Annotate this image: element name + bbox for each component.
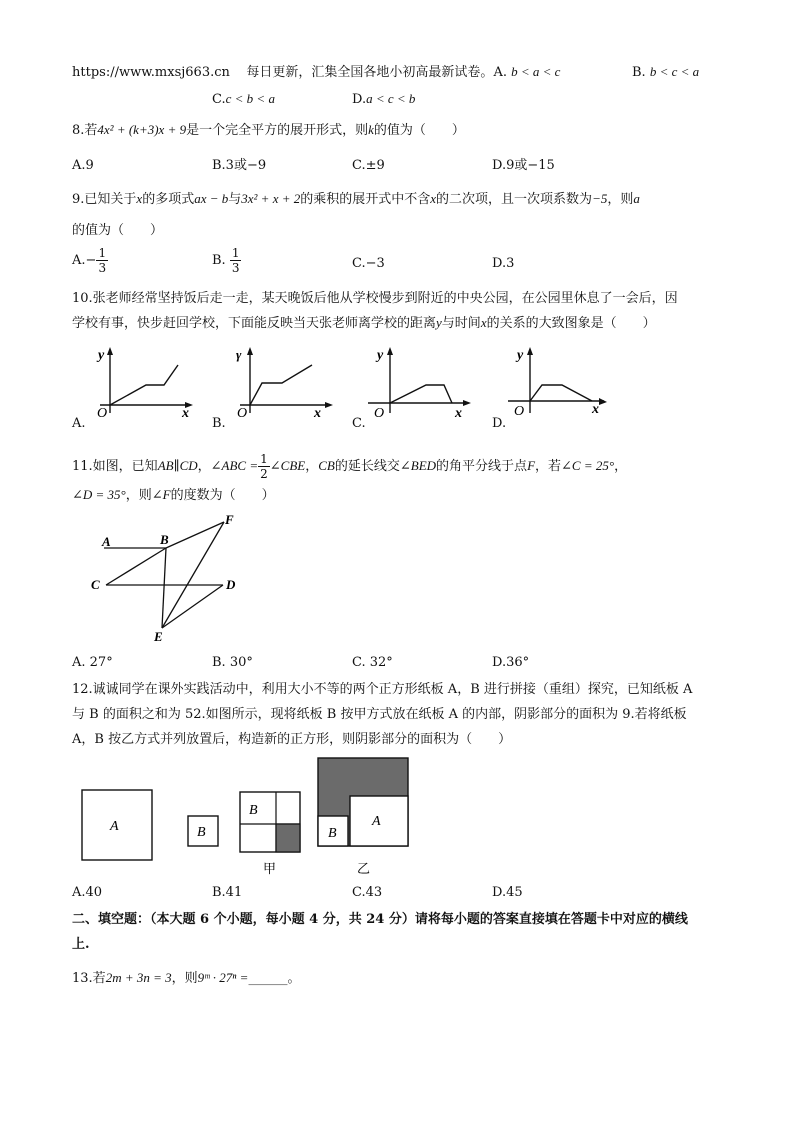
q11-parallel: AB∥CD — [157, 458, 198, 473]
q12-jia-caption: 甲 — [263, 861, 277, 876]
q9-var-a: a — [633, 191, 640, 206]
section-detail: （本大题 6 个小题，每小题 4 分，共 24 分）请将每小题的答案直接填在答题卡中对应的横线 — [150, 912, 688, 927]
q9-text-f: ，则 — [607, 192, 634, 207]
q10-option-a: A. — [72, 416, 86, 431]
q9-poly2: 3x² + x + 2 — [241, 191, 301, 206]
q12-square-b-label: B — [197, 825, 206, 840]
q11-stem-line2 — [72, 486, 275, 505]
q11-stem-line1 — [72, 452, 627, 481]
q9-text-a: 9.已知关于 — [72, 192, 137, 207]
q9-text-d: 的乘积的展开式中不含 — [300, 192, 431, 207]
q10-graph-a — [80, 345, 195, 420]
q7-option-c-label: C. — [212, 92, 226, 107]
q11-cb: CB — [318, 458, 335, 473]
q10-stem-line1: 10.张老师经常坚持饭后走一走，某天晚饭后他从学校慢步到附近的中央公园，在公园里休息了一会后，因 — [72, 291, 678, 306]
q10-graph-c — [360, 345, 475, 420]
q7-option-a-label: A. — [493, 65, 507, 80]
header-line — [72, 63, 560, 82]
q11-text-g: ， — [614, 459, 628, 474]
q11-text-f: ，若 — [535, 459, 562, 474]
q10-var-y: y — [436, 315, 442, 330]
section-fill-in-end: 上. — [72, 937, 90, 952]
q12-stem-line2: 与 B 的面积之和为 52.如图所示，现将纸板 B 按甲方式放在纸板 A 的内部，阴影部分的面积为 9.若将纸板 — [72, 707, 687, 722]
q12-option-a: A.40 — [72, 885, 103, 900]
q8-suffix: 是一个完全平方的展开形式，则 — [186, 123, 369, 138]
q11-point-f: F — [527, 458, 536, 473]
q11-text-c: ， — [305, 459, 319, 474]
q8-end: 的值为（ ） — [373, 123, 465, 138]
q11-text-b: ， — [197, 459, 211, 474]
q11-label-d: D — [226, 577, 236, 592]
q11-label-c: C — [91, 577, 100, 592]
q9-option-b-fraction — [230, 246, 242, 275]
q13-condition: 2m + 3n = 3 — [105, 970, 172, 985]
q12-square-a-label: A — [110, 819, 119, 834]
q9-option-c: C.−3 — [352, 256, 385, 271]
q12-jia-shade — [276, 824, 300, 852]
q11-line-cb — [106, 548, 166, 585]
q8-expression: 4x² + (k+3)x + 9 — [97, 122, 187, 137]
q10-graph-a-y: y — [98, 348, 105, 363]
q9-poly1: ax − b — [194, 191, 229, 206]
q9-option-b-num: 1 — [231, 246, 240, 260]
q10-option-c: C. — [352, 416, 366, 431]
q8-stem — [72, 121, 465, 140]
q11-angle-bed: ∠BED — [399, 458, 437, 473]
q11-line-ed — [162, 585, 223, 628]
q8-option-c: C.±9 — [352, 158, 385, 173]
source-url: https://www.mxsj663.cn — [72, 65, 230, 80]
q10-graph-b-x: x — [314, 406, 321, 420]
q10-graph-a-o: O — [97, 406, 108, 420]
q11-line-ef — [162, 522, 224, 628]
q7-option-d — [352, 90, 415, 109]
q9-text-e: 的二次项，且一次项系数为 — [436, 192, 593, 207]
q10-graph-a-x: x — [182, 406, 189, 420]
q7-option-b-value: b < c < a — [649, 64, 700, 79]
q11-label-e: E — [154, 629, 163, 644]
q11-label-b: B — [160, 532, 169, 547]
q7-option-d-label: D. — [352, 92, 367, 107]
q11-line-be — [162, 548, 166, 628]
q7-option-c — [212, 90, 275, 109]
q11-option-a: A. 27° — [72, 655, 113, 670]
q12-yi-caption: 乙 — [357, 861, 371, 876]
q11-label-a: A — [102, 534, 111, 549]
q7-option-b-label: B. — [632, 65, 646, 80]
q9-option-b-label: B. — [212, 253, 226, 268]
q11-option-b: B. 30° — [212, 655, 253, 670]
q9-option-a-den: 3 — [98, 261, 107, 275]
q7-option-c-value: c < b < a — [225, 91, 275, 106]
q8-option-d: D.9或−15 — [492, 158, 555, 173]
q11-text-h: ，则 — [125, 488, 152, 503]
q11-half — [258, 452, 270, 481]
q12-stem-line3: A，B 按乙方式并列放置后，构造新的正方形，则阴影部分的面积为（ ） — [72, 732, 512, 747]
q11-angle-d: ∠D = 35° — [72, 487, 126, 502]
q11-text-d: 的延长线交 — [334, 459, 400, 474]
q11-angle-cbe: ∠CBE — [269, 458, 306, 473]
q12-figure — [78, 756, 418, 880]
q10-graph-c-x: x — [455, 406, 462, 420]
q10-var-x: x — [480, 315, 487, 330]
q11-option-d: D.36° — [492, 655, 530, 670]
q10-text-a: 学校有事，快步赶回学校，下面能反映当天张老师离学校的距离 — [72, 316, 437, 331]
q9-option-a-num: 1 — [98, 246, 107, 260]
q13-stem — [72, 969, 300, 988]
q10-stem-line2 — [72, 314, 656, 333]
section-title: 二、填空题： — [72, 912, 151, 927]
q9-option-d: D.3 — [492, 256, 515, 271]
q11-angle-c: ∠C = 25° — [561, 458, 615, 473]
q7-option-a: b < a < c — [511, 64, 561, 79]
q10-option-b: B. — [212, 416, 226, 431]
q13-expression: 9ᵐ · 27ⁿ = — [197, 970, 249, 985]
q13-end: 。 — [287, 971, 301, 986]
q9-option-a — [72, 246, 108, 275]
q10-graph-c-y: y — [377, 348, 384, 363]
q10-graph-d-x: x — [592, 402, 599, 417]
q8-option-b: B.3或−9 — [212, 158, 267, 173]
q11-half-den: 2 — [260, 467, 268, 481]
q9-stem-line1 — [72, 190, 640, 209]
q11-text-i: 的度数为（ ） — [170, 488, 275, 503]
q9-text-c: 与 — [228, 192, 242, 207]
q8-var: k — [368, 122, 374, 137]
q11-angle-f: ∠F — [151, 487, 171, 502]
q10-graph-b-o: O — [237, 406, 248, 420]
q10-graph-b — [220, 345, 335, 420]
q10-graph-d-o: O — [514, 404, 525, 419]
q8-option-a: A.9 — [72, 158, 94, 173]
q12-yi-b-label: B — [328, 826, 337, 841]
q9-text-b: 的多项式 — [142, 192, 195, 207]
q10-option-d: D. — [492, 416, 507, 431]
q13-answer-blank[interactable]: ______ — [248, 971, 288, 986]
q9-option-b-den: 3 — [231, 261, 240, 275]
q9-option-a-fraction — [96, 246, 108, 275]
q9-option-b — [212, 246, 241, 275]
q11-text-e: 的角平分线于点 — [436, 459, 528, 474]
q10-text-c: 的关系的大致图象是（ ） — [486, 316, 656, 331]
q12-stem-line1: 12.诚诚同学在课外实践活动中，利用大小不等的两个正方形纸板 A，B 进行拼接（重组）探究，已知纸板 A — [72, 682, 693, 697]
q13-prefix: 13.若 — [72, 971, 106, 986]
q11-line-bf — [166, 522, 224, 548]
q10-graph-d-y: y — [517, 348, 524, 363]
q9-option-a-label: A. — [72, 253, 86, 268]
q9-var-x-2: x — [430, 191, 437, 206]
q12-jia-b-label: B — [249, 803, 258, 818]
q11-option-c: C. 32° — [352, 655, 393, 670]
q12-yi-a-label: A — [372, 814, 381, 829]
q12-option-c: C.43 — [352, 885, 383, 900]
q9-var-x: x — [136, 191, 143, 206]
q9-option-a-sign: − — [85, 253, 97, 268]
q9-stem-line2: 的值为（ ） — [72, 223, 164, 238]
q11-angle-abc: ∠ABC = — [210, 458, 259, 473]
q10-graph-c-o: O — [374, 406, 385, 420]
q12-option-b: B.41 — [212, 885, 243, 900]
q12-option-d: D.45 — [492, 885, 523, 900]
q9-coef: −5 — [592, 191, 608, 206]
q11-text-a: 11.如图，已知 — [72, 459, 158, 474]
q11-half-num: 1 — [260, 452, 268, 466]
q13-mid: ，则 — [171, 971, 198, 986]
q10-graph-b-y: γ — [236, 347, 242, 362]
q10-graph-d — [500, 345, 615, 420]
section-fill-in-title — [72, 911, 688, 929]
q7-option-b — [632, 63, 699, 82]
q11-figure — [88, 510, 248, 645]
q10-text-b: 与时间 — [441, 316, 481, 331]
source-slogan: 每日更新，汇集全国各地小初高最新试卷。 — [246, 65, 494, 80]
q8-prefix: 8.若 — [72, 123, 98, 138]
q7-option-d-value: a < c < b — [366, 91, 416, 106]
q11-label-f: F — [225, 512, 234, 527]
